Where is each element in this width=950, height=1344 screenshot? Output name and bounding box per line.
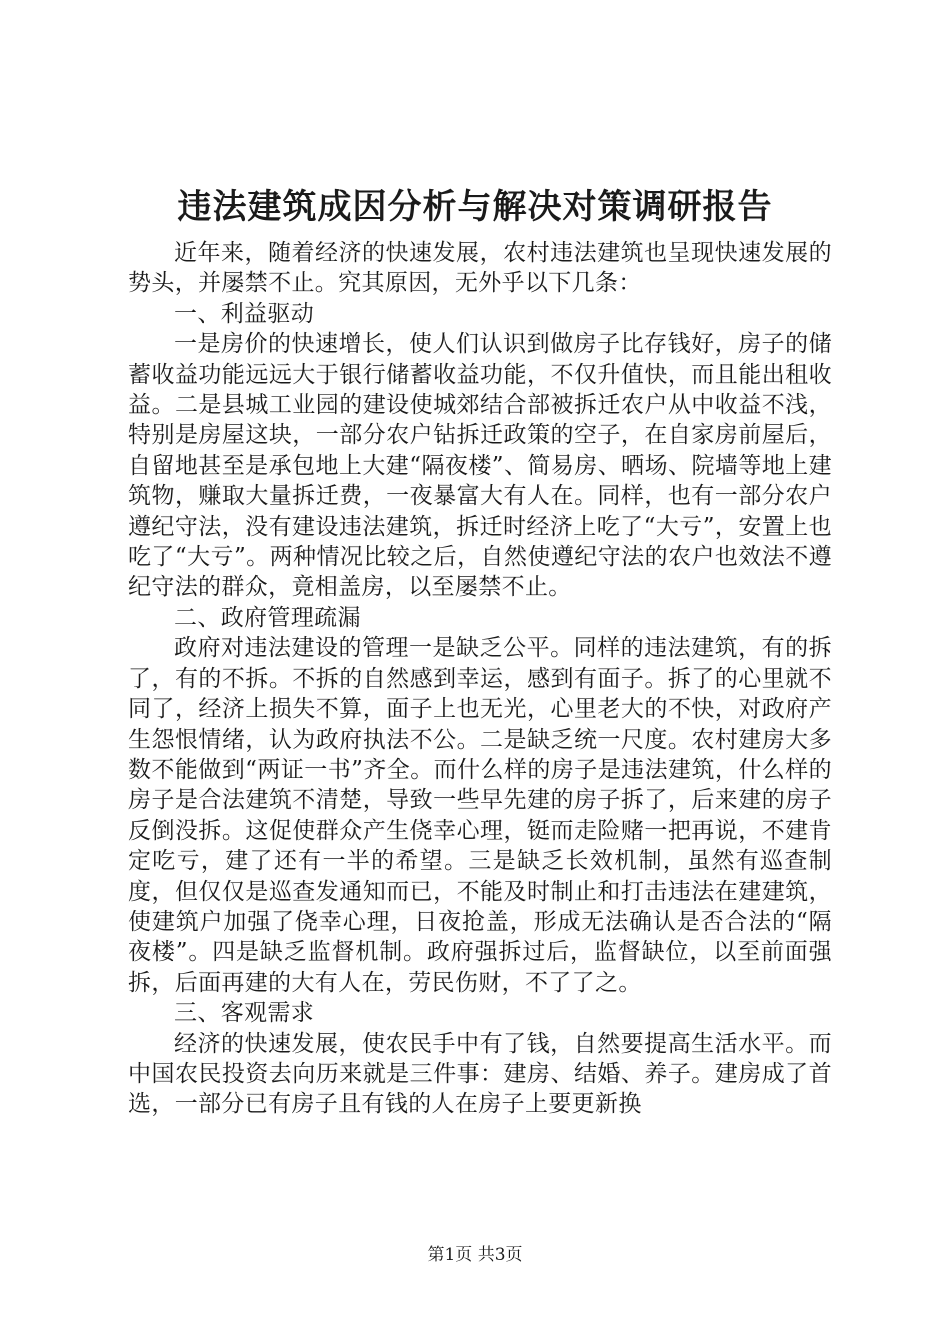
section-heading-2: 二、政府管理疏漏 [174,604,361,631]
document-body [128,238,832,1120]
section-paragraph-3: 经济的快速发展，使农民手中有了钱，自然要提高生活水平。而中国农民投资去向历来就是三件事：建房、结婚、养子。建房成了首选，一部分已有房子且有钱的人在房子上要更新换 [128,1030,832,1118]
section-heading-1: 一、利益驱动 [174,300,315,327]
section-paragraph-2: 政府对违法建设的管理一是缺乏公平。同样的违法建筑，有的拆了，有的不拆。不拆的自然感到幸运，感到有面子。拆了的心里就不同了，经济上损失不算，面子上也无光，心里老大的不快，对政府产生怨恨情绪，认为政府执法不公。二是缺乏统一尺度。农村建房大多数不能做到“两证一书”齐全。而什么样的房子是违法建筑，什么样的房子是合法建筑不清楚，导致一些早先建的房子拆了，后来建的房子反倒没拆。这促使群众产生侥幸心理，铤而走险赌一把再说，不建肯定吃亏，建了还有一半的希望。三是缺乏长效机制，虽然有巡查制度，但仅仅是巡查发通知而已，不能及时制止和打击违法在建建筑，使建筑户加强了侥幸心理，日夜抢盖，形成无法确认是否合法的“隔夜楼”。四是缺乏监督机制。政府强拆过后，监督缺位，以至前面强拆，后面再建的大有人在，劳民伤财，不了了之。 [128,635,832,996]
page-number-footer: 第1页 共3页 [427,1245,523,1265]
document-title: 违法建筑成因分析与解决对策调研报告 [177,187,773,227]
section-paragraph-1: 一是房价的快速增长，使人们认识到做房子比存钱好，房子的储蓄收益功能远远大于银行储蓄收益功能，不仅升值快，而且能出租收益。二是县城工业园的建设使城郊结合部被拆迁农户从中收益不浅，特别是房屋这块，一部分农户钻拆迁政策的空子，在自家房前屋后，自留地甚至是承包地上大建“隔夜楼”、简易房、晒场、院墙等地上建筑物，赚取大量拆迁费，一夜暴富大有人在。同样，也有一部分农户遵纪守法，没有建设违法建筑，拆迁时经济上吃了“大亏”，安置上也吃了“大亏”。两种情况比较之后，自然使遵纪守法的农户也效法不遵纪守法的群众，竟相盖房，以至屡禁不止。 [128,331,832,601]
intro-paragraph: 近年来，随着经济的快速发展，农村违法建筑也呈现快速发展的势头，并屡禁不止。究其原因，无外乎以下几条： [128,240,832,297]
section-heading-3: 三、客观需求 [174,1000,315,1027]
